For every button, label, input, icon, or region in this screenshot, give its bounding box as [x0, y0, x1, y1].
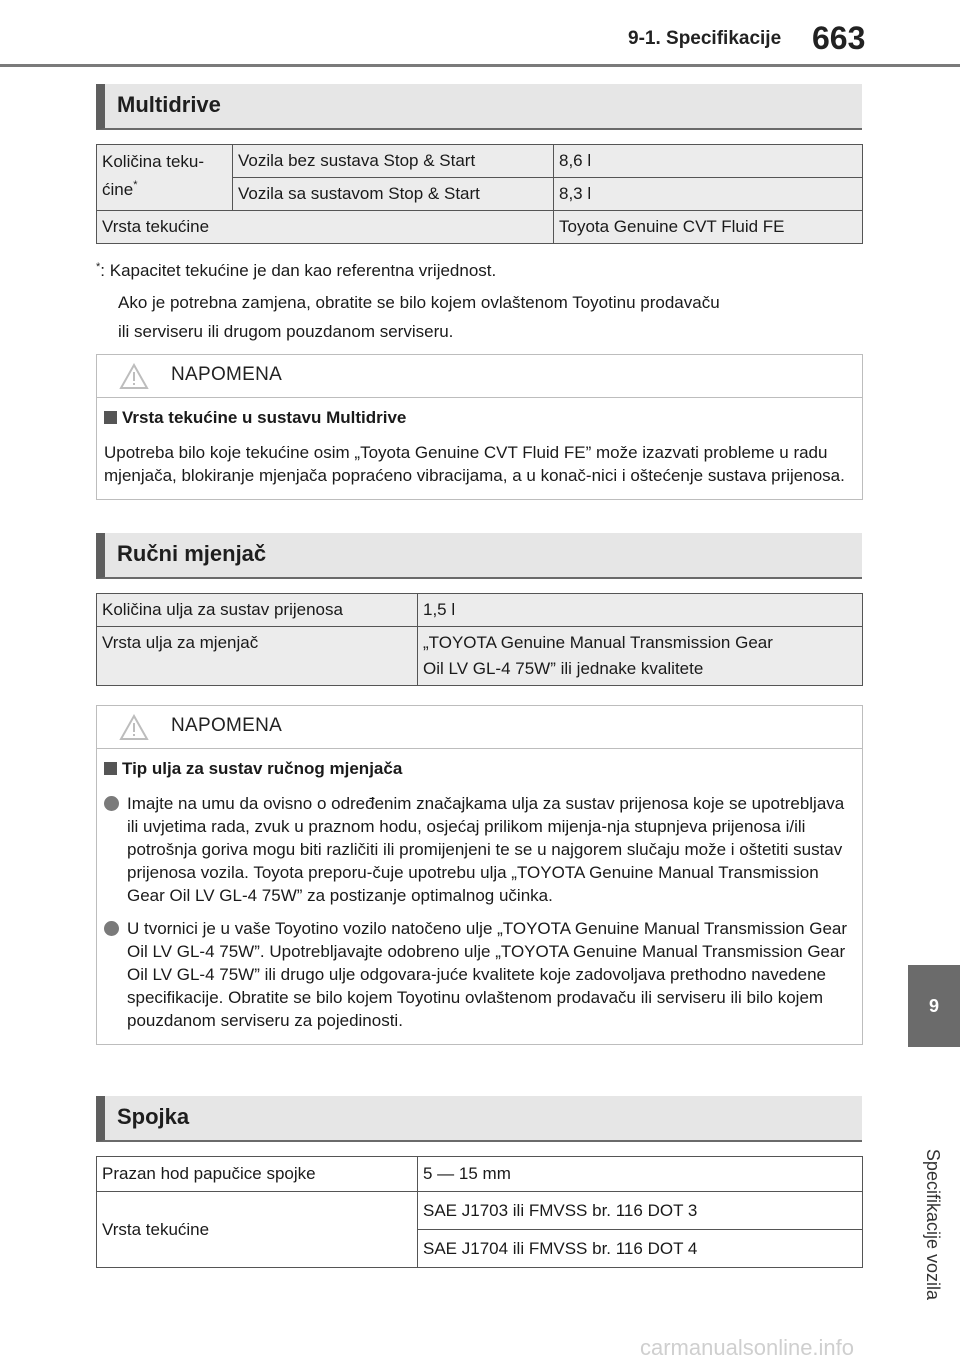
table-row — [97, 1157, 863, 1192]
table-cell: SAE J1704 ili FMVSS br. 116 DOT 4 — [418, 1230, 863, 1268]
table-cell: SAE J1703 ili FMVSS br. 116 DOT 3 — [418, 1192, 863, 1230]
section-title: Ručni mjenjač — [117, 541, 267, 566]
circle-bullet-icon — [104, 921, 119, 936]
table-row — [97, 145, 863, 178]
note-subtitle — [104, 757, 855, 780]
multidrive-table — [96, 144, 863, 244]
table-cell: Vrsta tekućine — [97, 1192, 418, 1268]
circle-bullet-icon — [104, 796, 119, 811]
warning-triangle-icon — [119, 714, 149, 741]
warning-triangle-icon — [119, 363, 149, 390]
chapter-title: 9-1. Specifikacije — [628, 28, 782, 49]
table-cell: Vrsta ulja za mjenjač — [97, 627, 418, 686]
table-row — [97, 211, 863, 244]
list-item — [104, 917, 855, 1032]
note-subtitle — [104, 406, 855, 429]
note-subtitle-text: Vrsta tekućine u sustavu Multidrive — [122, 408, 407, 427]
note-body — [97, 749, 862, 1044]
section-heading-multidrive — [96, 84, 862, 130]
table-cell: Vozila sa sustavom Stop & Start — [233, 178, 554, 211]
note-header — [97, 706, 862, 749]
chapter-tab-number: 9 — [928, 995, 939, 1016]
cell-label: Količina teku-ćine — [102, 152, 205, 199]
table-cell: 5 — 15 mm — [418, 1157, 863, 1192]
caution-note-manual — [96, 705, 863, 1045]
footnote-marker: * — [133, 179, 138, 191]
note-text: Upotreba bilo koje tekućine osim „Toyota Genuine CVT Fluid FE” može izazvati probleme u radu mjenjača, blokiranje mjenjača popraćeno vibracijama, a u konač-nici i oštećenje sustava prijenosa. — [104, 443, 845, 485]
note-title: NAPOMENA — [171, 715, 283, 736]
footnote-line: Ako je potrebna zamjena, obratite se bilo kojem ovlaštenom Toyotinu prodavaču — [118, 293, 720, 312]
table-cell: Količina ulja za sustav prijenosa — [97, 594, 418, 627]
square-bullet-icon — [104, 411, 117, 424]
table-row — [97, 1192, 863, 1230]
chapter-tab — [908, 965, 960, 1047]
square-bullet-icon — [104, 762, 117, 775]
table-cell: Prazan hod papučice spojke — [97, 1157, 418, 1192]
caution-note-multidrive — [96, 354, 863, 500]
table-row — [97, 627, 863, 686]
table-cell — [97, 145, 233, 211]
cell-line: Oil LV GL-4 75W” ili jednake kvalitete — [423, 659, 704, 678]
table-cell: Vozila bez sustava Stop & Start — [233, 145, 554, 178]
page-number: 663 — [812, 20, 866, 56]
cell-line: „TOYOTA Genuine Manual Transmission Gear — [423, 633, 773, 652]
table-cell: 8,6 l — [554, 145, 863, 178]
table-row — [97, 594, 863, 627]
clutch-table — [96, 1156, 863, 1268]
section-heading-clutch — [96, 1096, 862, 1142]
footnote — [96, 256, 856, 346]
table-cell: Toyota Genuine CVT Fluid FE — [554, 211, 863, 244]
chapter-side-label — [913, 1148, 953, 1300]
note-title: NAPOMENA — [171, 364, 283, 385]
header-divider — [0, 64, 960, 67]
section-heading-manual — [96, 533, 862, 579]
footnote-marker: * — [96, 261, 101, 273]
manual-table — [96, 593, 863, 686]
table-cell — [418, 627, 863, 686]
bullet-text: U tvornici je u vaše Toyotino vozilo natočeno ulje „TOYOTA Genuine Manual Transmission Gear Oil LV GL-4 75W”. Upotrebljavajte odobreno ulje „TOYOTA Genuine Manual Transmission Gear Oil LV GL-4 75W” ili drugo ulje odgovara-juće kvalitete koje zadovoljava prethodno navedene specifikacije. Obratite se bilo kojem Toyotinu ovlaštenom prodavaču ili serviseru ili bilo kojem pouzdanom serviseru za pojedinosti. — [127, 919, 848, 1030]
table-cell: 1,5 l — [418, 594, 863, 627]
footnote-line: ili serviseru ili drugom pouzdanom serviseru. — [118, 322, 454, 341]
chapter-side-label-text: Specifikacije vozila — [923, 1148, 943, 1300]
section-title: Spojka — [117, 1104, 190, 1129]
watermark: carmanualsonline.info — [640, 1335, 855, 1360]
note-subtitle-text: Tip ulja za sustav ručnog mjenjača — [122, 759, 403, 778]
note-body — [97, 398, 862, 499]
list-item — [104, 792, 855, 907]
bullet-text: Imajte na umu da ovisno o određenim značajkama ulja za sustav prijenosa koje se upotrebljava ili uvjetima rada, zvuk u praznom hodu, osjećaj prilikom mijenja-nja stupnjeva prijenosa i/ili potrošnja goriva mogu biti različiti ili promijenjeni te se u najgorem slučaju može i oštetiti sustav prijenosa vozila. Toyota preporu-čuje upotrebu ulja „TOYOTA Genuine Manual Transmission Gear Oil LV GL-4 75W” za postizanje optimalnog učinka. — [127, 794, 845, 905]
note-header — [97, 355, 862, 398]
footnote-line: : Kapacitet tekućine je dan kao referentna vrijednost. — [100, 261, 497, 280]
page-header — [0, 0, 960, 70]
table-cell: 8,3 l — [554, 178, 863, 211]
table-cell: Vrsta tekućine — [97, 211, 554, 244]
section-title: Multidrive — [117, 92, 221, 117]
